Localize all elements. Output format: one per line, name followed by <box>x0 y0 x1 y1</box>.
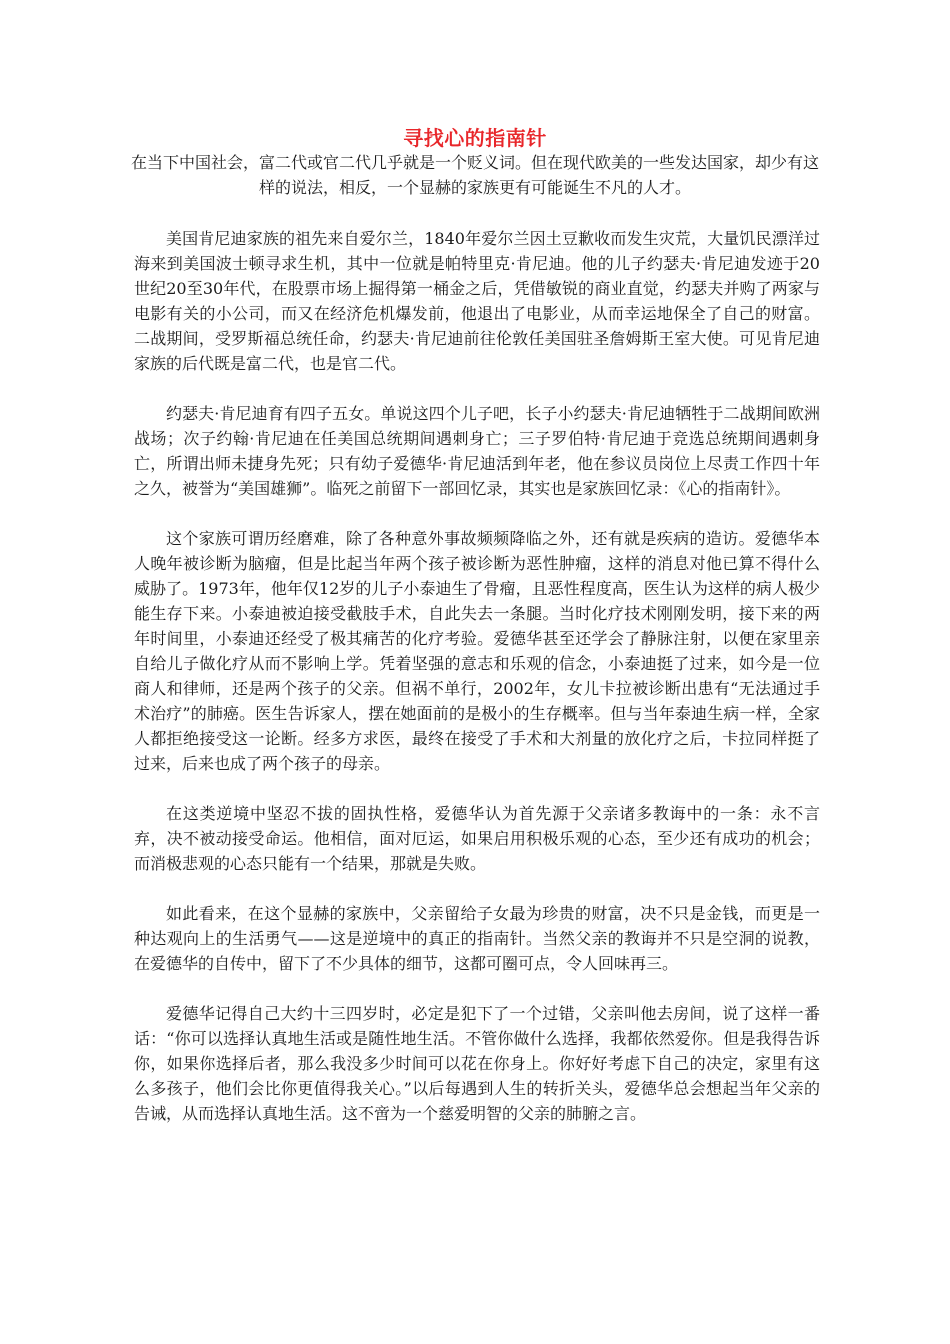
paragraph-1: 美国肯尼迪家族的祖先来自爱尔兰，1840年爱尔兰因土豆歉收而发生灾荒，大量饥民漂洋过海来到美国波士顿寻求生机，其中一位就是帕特里克·肯尼迪。他的儿子约瑟夫·肯尼迪发迹于20世纪20至30年代，在股票市场上掘得第一桶金之后，凭借敏锐的商业直觉，约瑟夫并购了两家与电影有关的小公司，而又在经济危机爆发前，他退出了电影业，从而幸运地保全了自己的财富。二战期间，受罗斯福总统任命，约瑟夫·肯尼迪前往伦敦任美国驻圣詹姆斯王室大使。可见肯尼迪家族的后代既是富二代，也是官二代。 <box>134 229 820 373</box>
paragraph-6: 爱德华记得自己大约十三四岁时，必定是犯下了一个过错，父亲叫他去房间，说了这样一番话：“你可以选择认真地生活或是随性地生活。不管你做什么选择，我都依然爱你。但是我得告诉你，如果你选择后者，那么我没多少时间可以花在你身上。你好好考虑下自己的决定，家里有这么多孩子，他们会比你更值得我关心。”以后每遇到人生的转折关头，爱德华总会想起当年父亲的告诫，从而选择认真地生活。这不啻为一个慈爱明智的父亲的肺腑之言。 <box>134 1004 820 1123</box>
paragraph-4: 在这类逆境中坚忍不拔的固执性格，爱德华认为首先源于父亲诸多教诲中的一条：永不言弃，决不被动接受命运。他相信，面对厄运，如果启用积极乐观的心态，至少还有成功的机会；而消极悲观的心态只能有一个结果，那就是失败。 <box>134 804 820 873</box>
intro-paragraph: 在当下中国社会，富二代或官二代几乎就是一个贬义词。但在现代欧美的一些发达国家，却少有这样的说法，相反，一个显赫的家族更有可能诞生不凡的人才。 <box>130 153 819 197</box>
paragraph-5: 如此看来，在这个显赫的家族中，父亲留给子女最为珍贵的财富，决不只是金钱，而更是一种达观向上的生活勇气——这是逆境中的真正的指南针。当然父亲的教诲并不只是空洞的说教，在爱德华的自传中，留下了不少具体的细节，这都可圈可点，令人回味再三。 <box>134 904 820 973</box>
paragraph-2: 约瑟夫·肯尼迪育有四子五女。单说这四个儿子吧，长子小约瑟夫·肯尼迪牺牲于二战期间欧洲战场；次子约翰·肯尼迪在任美国总统期间遇刺身亡；三子罗伯特·肯尼迪于竞选总统期间遇刺身亡，所谓出师未捷身先死；只有幼子爱德华·肯尼迪活到年老，他在参议员岗位上尽责工作四十年之久，被誉为“美国雄狮”。临死之前留下一部回忆录，其实也是家族回忆录：《心的指南针》。 <box>134 404 820 498</box>
article-body <box>134 226 820 1151</box>
document-title: 寻找心的指南针 <box>403 126 547 150</box>
paragraph-3: 这个家族可谓历经磨难，除了各种意外事故频频降临之外，还有就是疾病的造访。爱德华本人晚年被诊断为脑瘤，但是比起当年两个孩子被诊断为恶性肿瘤，这样的消息对他已算不得什么威胁了。1973年，他年仅12岁的儿子小泰迪生了骨瘤，且恶性程度高，医生认为这样的病人极少能生存下来。小泰迪被迫接受截肢手术，自此失去一条腿。当时化疗技术刚刚发明，接下来的两年时间里，小泰迪还经受了极其痛苦的化疗考验。爱德华甚至还学会了静脉注射，以便在家里亲自给儿子做化疗从而不影响上学。凭着坚强的意志和乐观的信念，小泰迪挺了过来，如今是一位商人和律师，还是两个孩子的父亲。但祸不单行，2002年，女儿卡拉被诊断出患有“无法通过手术治疗”的肺癌。医生告诉家人，摆在她面前的是极小的生存概率。但与当年泰迪生病一样，全家人都拒绝接受这一论断。经多方求医，最终在接受了手术和大剂量的放化疗之后，卡拉同样挺了过来，后来也成了两个孩子的母亲。 <box>134 529 820 773</box>
